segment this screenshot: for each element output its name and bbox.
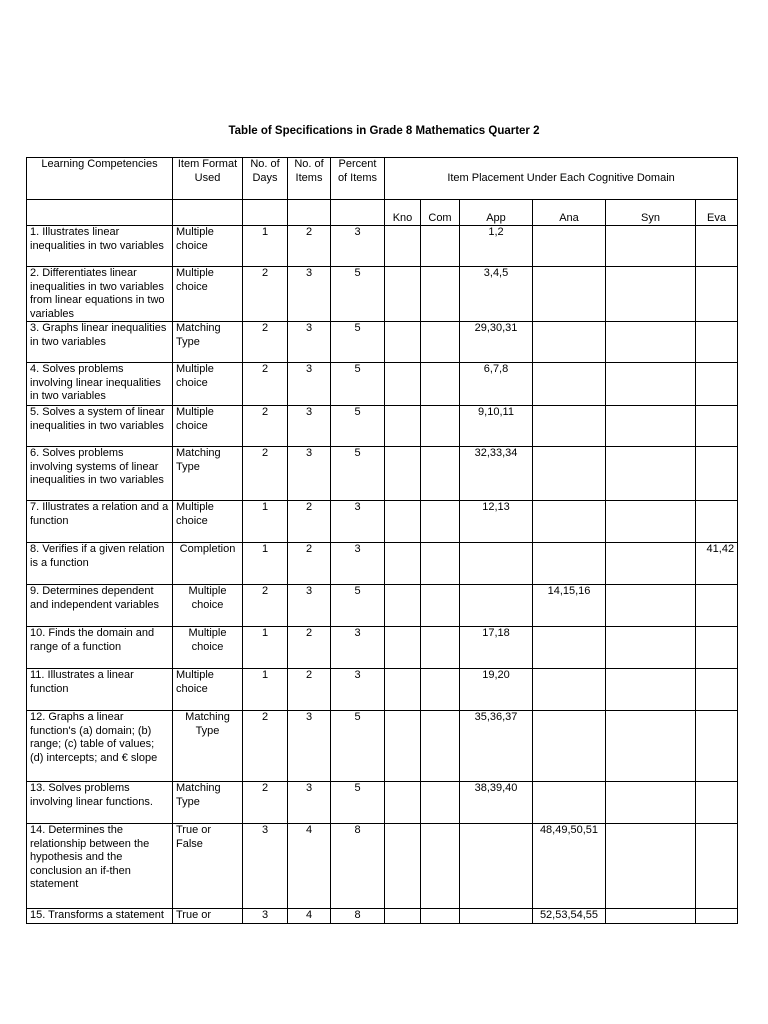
- kno-cell: [385, 782, 421, 824]
- item-format-cell: Multiple choice: [173, 363, 243, 406]
- percent-cell: 5: [331, 447, 385, 501]
- item-format-cell: Multiple choice: [173, 501, 243, 543]
- days-cell: 2: [243, 363, 288, 406]
- syn-cell: [606, 585, 696, 627]
- com-cell: [421, 711, 460, 782]
- competency-cell: 12. Graphs a linear function's (a) domain; (b) range; (c) table of values; (d) intercepts; and € slope: [27, 711, 173, 782]
- items-count-cell: 3: [288, 322, 331, 363]
- competency-cell: 3. Graphs linear inequalities in two variables: [27, 322, 173, 363]
- app-cell: [460, 585, 533, 627]
- competency-cell: 7. Illustrates a relation and a function: [27, 501, 173, 543]
- competency-cell: 8. Verifies if a given relation is a function: [27, 543, 173, 585]
- ana-cell: [533, 226, 606, 267]
- eva-cell: [696, 226, 738, 267]
- percent-cell: 5: [331, 782, 385, 824]
- item-format-cell: Multiple choice: [173, 226, 243, 267]
- eva-cell: [696, 585, 738, 627]
- eva-cell: [696, 824, 738, 909]
- header-spacer: [27, 200, 173, 226]
- ana-cell: [533, 447, 606, 501]
- item-format-cell: True or False: [173, 824, 243, 909]
- items-count-cell: 3: [288, 267, 331, 322]
- days-cell: 1: [243, 501, 288, 543]
- table-row: [27, 824, 738, 909]
- ana-cell: [533, 543, 606, 585]
- table-row: [27, 627, 738, 669]
- items-count-cell: 3: [288, 585, 331, 627]
- header-competency: Learning Competencies: [27, 158, 173, 200]
- com-cell: [421, 501, 460, 543]
- ana-cell: [533, 322, 606, 363]
- item-format-cell: Matching Type: [173, 447, 243, 501]
- app-cell: 32,33,34: [460, 447, 533, 501]
- ana-cell: [533, 782, 606, 824]
- header-domain-eva: Eva: [696, 200, 738, 226]
- kno-cell: [385, 909, 421, 924]
- days-cell: 1: [243, 226, 288, 267]
- app-cell: 12,13: [460, 501, 533, 543]
- kno-cell: [385, 824, 421, 909]
- app-cell: [460, 543, 533, 585]
- com-cell: [421, 322, 460, 363]
- item-format-cell: Multiple choice: [173, 627, 243, 669]
- percent-cell: 3: [331, 543, 385, 585]
- kno-cell: [385, 501, 421, 543]
- days-cell: 2: [243, 585, 288, 627]
- syn-cell: [606, 501, 696, 543]
- header-percent: Percent of Items: [331, 158, 385, 200]
- competency-cell: 5. Solves a system of linear inequalities in two variables: [27, 406, 173, 447]
- app-cell: 6,7,8: [460, 363, 533, 406]
- table-row: [27, 501, 738, 543]
- ana-cell: 14,15,16: [533, 585, 606, 627]
- eva-cell: [696, 782, 738, 824]
- syn-cell: [606, 226, 696, 267]
- kno-cell: [385, 627, 421, 669]
- days-cell: 2: [243, 406, 288, 447]
- percent-cell: 8: [331, 909, 385, 924]
- item-format-cell: Matching Type: [173, 782, 243, 824]
- items-count-cell: 4: [288, 909, 331, 924]
- item-format-cell: Multiple choice: [173, 406, 243, 447]
- syn-cell: [606, 627, 696, 669]
- app-cell: 3,4,5: [460, 267, 533, 322]
- table-row: [27, 585, 738, 627]
- table-row: [27, 782, 738, 824]
- competency-cell: 15. Transforms a statement: [27, 909, 173, 924]
- items-count-cell: 2: [288, 501, 331, 543]
- eva-cell: [696, 669, 738, 711]
- eva-cell: [696, 711, 738, 782]
- days-cell: 1: [243, 543, 288, 585]
- ana-cell: [533, 711, 606, 782]
- percent-cell: 5: [331, 363, 385, 406]
- percent-cell: 5: [331, 585, 385, 627]
- item-format-cell: Multiple choice: [173, 585, 243, 627]
- ana-cell: [533, 363, 606, 406]
- percent-cell: 5: [331, 267, 385, 322]
- app-cell: 38,39,40: [460, 782, 533, 824]
- ana-cell: [533, 406, 606, 447]
- items-count-cell: 2: [288, 627, 331, 669]
- items-count-cell: 2: [288, 543, 331, 585]
- kno-cell: [385, 267, 421, 322]
- items-count-cell: 3: [288, 711, 331, 782]
- specifications-table: [26, 157, 738, 924]
- header-domain-kno: Kno: [385, 200, 421, 226]
- eva-cell: [696, 501, 738, 543]
- competency-cell: 10. Finds the domain and range of a function: [27, 627, 173, 669]
- ana-cell: [533, 627, 606, 669]
- eva-cell: [696, 909, 738, 924]
- com-cell: [421, 543, 460, 585]
- header-placement: Item Placement Under Each Cognitive Domain: [385, 158, 738, 200]
- header-format: Item Format Used: [173, 158, 243, 200]
- competency-cell: 11. Illustrates a linear function: [27, 669, 173, 711]
- syn-cell: [606, 543, 696, 585]
- kno-cell: [385, 447, 421, 501]
- syn-cell: [606, 782, 696, 824]
- items-count-cell: 2: [288, 226, 331, 267]
- eva-cell: [696, 322, 738, 363]
- header-domain-com: Com: [421, 200, 460, 226]
- item-format-cell: Multiple choice: [173, 669, 243, 711]
- com-cell: [421, 226, 460, 267]
- syn-cell: [606, 267, 696, 322]
- items-count-cell: 2: [288, 669, 331, 711]
- com-cell: [421, 824, 460, 909]
- percent-cell: 5: [331, 711, 385, 782]
- competency-cell: 2. Differentiates linear inequalities in two variables from linear equations in two variables: [27, 267, 173, 322]
- header-days: No. of Days: [243, 158, 288, 200]
- eva-cell: [696, 363, 738, 406]
- syn-cell: [606, 363, 696, 406]
- kno-cell: [385, 363, 421, 406]
- table-row: [27, 226, 738, 267]
- eva-cell: [696, 627, 738, 669]
- header-spacer: [243, 200, 288, 226]
- header-domain-syn: Syn: [606, 200, 696, 226]
- competency-cell: 4. Solves problems involving linear inequalities in two variables: [27, 363, 173, 406]
- items-count-cell: 3: [288, 447, 331, 501]
- table-row: [27, 669, 738, 711]
- document-title: Table of Specifications in Grade 8 Mathematics Quarter 2: [228, 125, 540, 137]
- ana-cell: [533, 501, 606, 543]
- percent-cell: 3: [331, 627, 385, 669]
- days-cell: 3: [243, 909, 288, 924]
- items-count-cell: 3: [288, 782, 331, 824]
- com-cell: [421, 406, 460, 447]
- competency-cell: 14. Determines the relationship between the hypothesis and the conclusion an if-then statement: [27, 824, 173, 909]
- app-cell: [460, 909, 533, 924]
- percent-cell: 5: [331, 406, 385, 447]
- kno-cell: [385, 711, 421, 782]
- eva-cell: [696, 447, 738, 501]
- syn-cell: [606, 322, 696, 363]
- competency-cell: 13. Solves problems involving linear functions.: [27, 782, 173, 824]
- table-row: [27, 322, 738, 363]
- days-cell: 2: [243, 322, 288, 363]
- percent-cell: 5: [331, 322, 385, 363]
- app-cell: 35,36,37: [460, 711, 533, 782]
- com-cell: [421, 363, 460, 406]
- days-cell: 2: [243, 267, 288, 322]
- table-row: [27, 447, 738, 501]
- com-cell: [421, 585, 460, 627]
- app-cell: [460, 824, 533, 909]
- com-cell: [421, 627, 460, 669]
- competency-cell: 9. Determines dependent and independent variables: [27, 585, 173, 627]
- ana-cell: [533, 267, 606, 322]
- item-format-cell: True or: [173, 909, 243, 924]
- kno-cell: [385, 585, 421, 627]
- app-cell: 19,20: [460, 669, 533, 711]
- eva-cell: 41,42: [696, 543, 738, 585]
- days-cell: 2: [243, 447, 288, 501]
- syn-cell: [606, 406, 696, 447]
- table-row: [27, 363, 738, 406]
- syn-cell: [606, 447, 696, 501]
- table-row: [27, 543, 738, 585]
- app-cell: 9,10,11: [460, 406, 533, 447]
- com-cell: [421, 447, 460, 501]
- ana-cell: 48,49,50,51: [533, 824, 606, 909]
- com-cell: [421, 782, 460, 824]
- days-cell: 1: [243, 669, 288, 711]
- kno-cell: [385, 226, 421, 267]
- item-format-cell: Matching Type: [173, 322, 243, 363]
- com-cell: [421, 267, 460, 322]
- days-cell: 2: [243, 782, 288, 824]
- syn-cell: [606, 711, 696, 782]
- table-row: [27, 406, 738, 447]
- syn-cell: [606, 669, 696, 711]
- days-cell: 2: [243, 711, 288, 782]
- header-items: No. of Items: [288, 158, 331, 200]
- app-cell: 1,2: [460, 226, 533, 267]
- item-format-cell: Multiple choice: [173, 267, 243, 322]
- kno-cell: [385, 406, 421, 447]
- items-count-cell: 4: [288, 824, 331, 909]
- kno-cell: [385, 322, 421, 363]
- app-cell: 17,18: [460, 627, 533, 669]
- syn-cell: [606, 824, 696, 909]
- table-row: [27, 909, 738, 924]
- items-count-cell: 3: [288, 363, 331, 406]
- days-cell: 3: [243, 824, 288, 909]
- competency-cell: 1. Illustrates linear inequalities in two variables: [27, 226, 173, 267]
- items-count-cell: 3: [288, 406, 331, 447]
- eva-cell: [696, 406, 738, 447]
- percent-cell: 3: [331, 501, 385, 543]
- competency-cell: 6. Solves problems involving systems of linear inequalities in two variables: [27, 447, 173, 501]
- eva-cell: [696, 267, 738, 322]
- com-cell: [421, 909, 460, 924]
- ana-cell: 52,53,54,55: [533, 909, 606, 924]
- item-format-cell: Matching Type: [173, 711, 243, 782]
- com-cell: [421, 669, 460, 711]
- item-format-cell: Completion: [173, 543, 243, 585]
- percent-cell: 3: [331, 226, 385, 267]
- ana-cell: [533, 669, 606, 711]
- app-cell: 29,30,31: [460, 322, 533, 363]
- header-domain-ana: Ana: [533, 200, 606, 226]
- header-spacer: [288, 200, 331, 226]
- syn-cell: [606, 909, 696, 924]
- header-spacer: [331, 200, 385, 226]
- kno-cell: [385, 669, 421, 711]
- header-domain-app: App: [460, 200, 533, 226]
- kno-cell: [385, 543, 421, 585]
- header-spacer: [173, 200, 243, 226]
- days-cell: 1: [243, 627, 288, 669]
- percent-cell: 8: [331, 824, 385, 909]
- table-row: [27, 267, 738, 322]
- percent-cell: 3: [331, 669, 385, 711]
- table-row: [27, 711, 738, 782]
